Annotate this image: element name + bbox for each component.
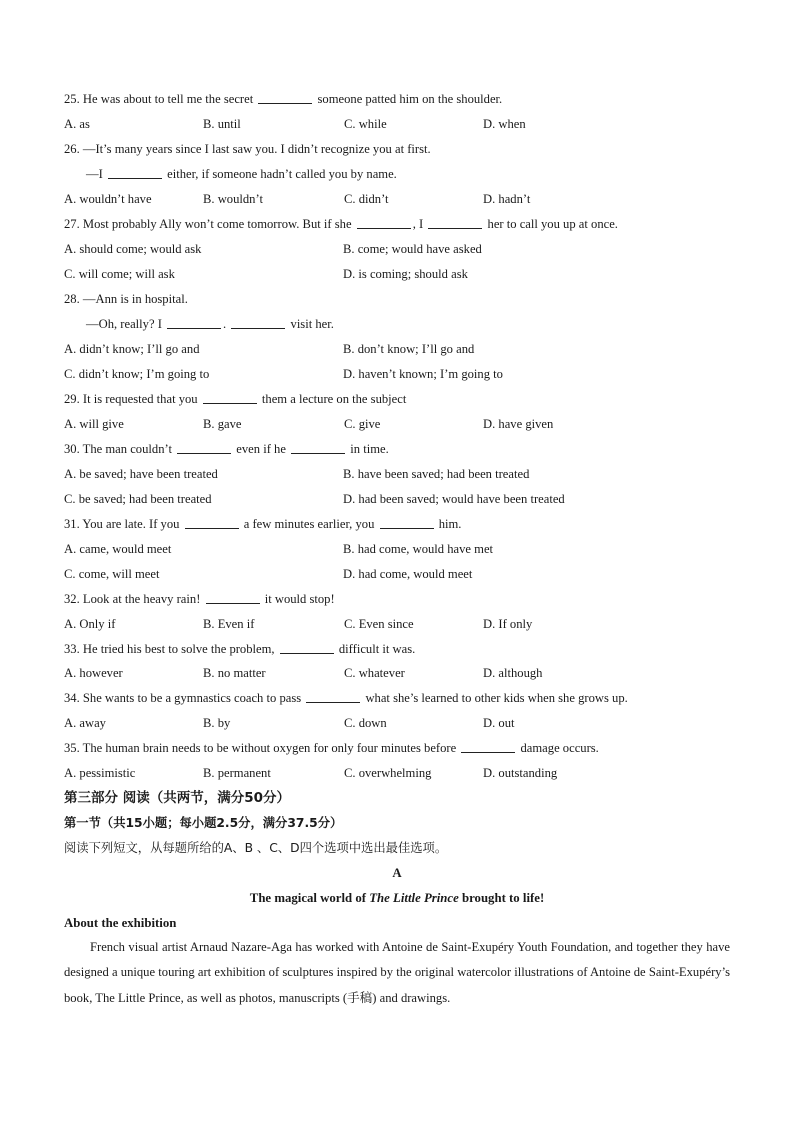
option-b: B. had come, would have met <box>343 542 494 556</box>
question-stem: 29. It is requested that you <box>64 392 198 406</box>
option-c: C. down <box>344 716 387 730</box>
option-a: A. should come; would ask <box>64 242 202 256</box>
option-b: B. until <box>203 117 241 131</box>
question-stem-part: either, if someone hadn’t called you by name. <box>167 167 397 181</box>
answer-blank <box>380 516 434 529</box>
section-subtitle: 第一节（共15小题；每小题2.5分，满分37.5分） <box>64 816 343 830</box>
question-stem-part: in time. <box>350 442 389 456</box>
question-29 <box>64 390 406 408</box>
option-d: D. although <box>483 666 543 680</box>
question-stem-part: even if he <box>236 442 286 456</box>
question-28-line2 <box>86 315 334 333</box>
question-25 <box>64 90 502 108</box>
passage-heading: About the exhibition <box>64 916 177 930</box>
passage-title <box>0 889 794 907</box>
option-c: C. be saved; had been treated <box>64 492 212 506</box>
question-stem-part: damage occurs. <box>520 741 599 755</box>
option-d: D. had been saved; would have been treated <box>343 492 565 506</box>
option-d: D. haven’t known; I’m going to <box>343 367 503 381</box>
question-stem-part: difficult it was. <box>338 642 416 656</box>
question-stem: 31. You are late. If you <box>64 517 180 531</box>
option-b: B. have been saved; had been treated <box>343 467 530 481</box>
question-30 <box>64 440 389 458</box>
question-32 <box>64 590 335 608</box>
option-d: D. had come, would meet <box>343 567 473 581</box>
answer-blank <box>167 316 221 329</box>
option-c: C. come, will meet <box>64 567 160 581</box>
question-27 <box>64 215 618 233</box>
option-c: C. didn’t know; I’m going to <box>64 367 210 381</box>
option-b: B. by <box>203 716 231 730</box>
option-a: A. wouldn’t have <box>64 192 152 206</box>
passage-title-book: The Little Prince <box>369 891 459 905</box>
option-c: C. while <box>344 117 387 131</box>
option-d: D. outstanding <box>483 766 558 780</box>
question-stem: 25. He was about to tell me the secret <box>64 92 254 106</box>
answer-blank <box>185 516 239 529</box>
answer-blank <box>461 740 515 753</box>
option-d: D. If only <box>483 617 533 631</box>
option-a: A. be saved; have been treated <box>64 467 218 481</box>
question-34 <box>64 689 628 707</box>
option-c: C. will come; will ask <box>64 267 175 281</box>
option-d: D. hadn’t <box>483 192 531 206</box>
option-a: A. didn’t know; I’ll go and <box>64 342 200 356</box>
option-d: D. out <box>483 716 515 730</box>
option-b: B. wouldn’t <box>203 192 263 206</box>
question-33 <box>64 640 415 658</box>
option-a: A. came, would meet <box>64 542 172 556</box>
paragraph-cjk-gloss: 手稿 <box>347 990 373 1005</box>
question-28 <box>64 290 188 308</box>
passage-paragraph <box>64 935 730 1011</box>
question-stem: 26. —It’s many years since I last saw you. I didn’t recognize you at first. <box>64 142 431 156</box>
option-b: B. no matter <box>203 666 266 680</box>
answer-blank <box>203 391 257 404</box>
question-stem-part: visit her. <box>290 317 334 331</box>
question-stem-part: what she’s learned to other kids when she grows up. <box>365 691 628 705</box>
option-d: D. when <box>483 117 526 131</box>
section-instruction: 阅读下列短文，从每题所给的A、B 、C、D四个选项中选出最佳选项。 <box>64 841 448 855</box>
question-26 <box>64 140 431 158</box>
passage-title-part: The magical world of <box>249 891 370 905</box>
option-d: D. have given <box>483 417 554 431</box>
option-b: B. permanent <box>203 766 271 780</box>
option-c: C. didn’t <box>344 192 389 206</box>
option-a: A. as <box>64 117 90 131</box>
question-stem-part: a few minutes earlier, you <box>243 517 375 531</box>
question-stem-part: —Oh, really? I <box>86 317 162 331</box>
paragraph-text: French visual artist Arnaud Nazare-Aga has worked with Antoine de Saint-Exupéry Youth Foundation, and together they have designed a unique touring art exhibition of sculptures inspired by the original watercolor illustrations of Antoine de Saint-Exupéry’s book, The Little Prince, as well as photos, manuscripts ( <box>64 940 730 1005</box>
option-b: B. Even if <box>203 617 255 631</box>
answer-blank <box>258 91 312 104</box>
option-a: A. however <box>64 666 123 680</box>
option-b: B. don’t know; I’ll go and <box>343 342 475 356</box>
answer-blank <box>231 316 285 329</box>
paragraph-text: ) and drawings. <box>372 991 451 1005</box>
question-31 <box>64 515 461 533</box>
answer-blank <box>291 441 345 454</box>
option-a: A. away <box>64 716 106 730</box>
question-stem-part: them a lecture on the subject <box>261 392 407 406</box>
question-stem-after: someone patted him on the shoulder. <box>317 92 503 106</box>
question-stem-part: —I <box>86 167 103 181</box>
answer-blank <box>280 641 334 654</box>
question-stem-part: it would stop! <box>264 592 335 606</box>
question-stem-part: him. <box>438 517 462 531</box>
answer-blank <box>357 216 411 229</box>
question-stem-part: . <box>223 317 227 331</box>
question-35 <box>64 739 599 757</box>
question-stem-part: , I <box>412 217 424 231</box>
passage-title-part: brought to life! <box>458 891 545 905</box>
question-stem: 28. —Ann is in hospital. <box>64 292 188 306</box>
answer-blank <box>108 166 162 179</box>
section-title: 第三部分 阅读（共两节，满分50分） <box>64 790 290 806</box>
answer-blank <box>177 441 231 454</box>
answer-blank <box>206 591 260 604</box>
question-stem: 35. The human brain needs to be without oxygen for only four minutes before <box>64 741 457 755</box>
question-stem: 30. The man couldn’t <box>64 442 172 456</box>
option-d: D. is coming; should ask <box>343 267 468 281</box>
option-c: C. overwhelming <box>344 766 432 780</box>
question-26-line2 <box>86 165 397 183</box>
question-stem: 27. Most probably Ally won’t come tomorrow. But if she <box>64 217 352 231</box>
option-b: B. gave <box>203 417 242 431</box>
option-c: C. Even since <box>344 617 414 631</box>
passage-letter: A <box>392 866 402 880</box>
answer-blank <box>306 690 360 703</box>
option-c: C. give <box>344 417 381 431</box>
option-a: A. pessimistic <box>64 766 136 780</box>
question-stem-part: her to call you up at once. <box>487 217 618 231</box>
option-a: A. will give <box>64 417 124 431</box>
option-a: A. Only if <box>64 617 116 631</box>
question-stem: 33. He tried his best to solve the problem, <box>64 642 275 656</box>
question-stem: 32. Look at the heavy rain! <box>64 592 201 606</box>
answer-blank <box>428 216 482 229</box>
question-stem: 34. She wants to be a gymnastics coach to pass <box>64 691 302 705</box>
option-c: C. whatever <box>344 666 405 680</box>
option-b: B. come; would have asked <box>343 242 482 256</box>
